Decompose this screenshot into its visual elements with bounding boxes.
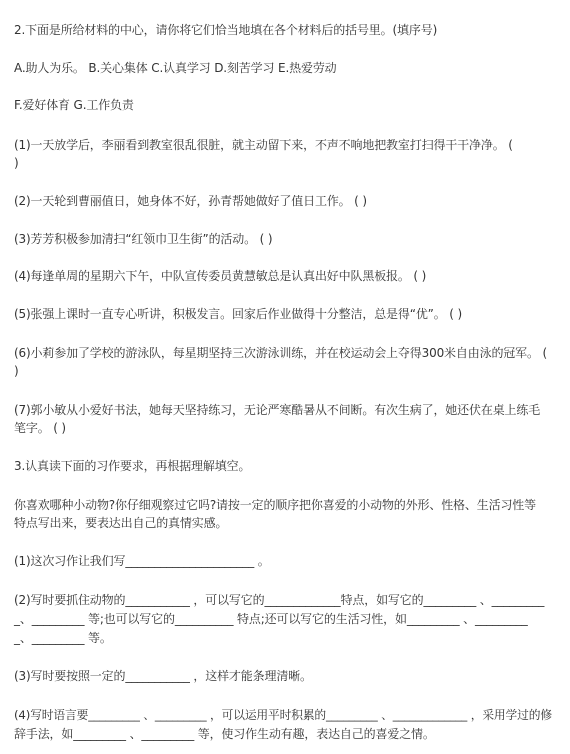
fill-question-3: (3)写时要按照一定的___________ ，这样才能条理清晰。 xyxy=(14,669,312,683)
fill-question-2-line3: _、_________ 等。 xyxy=(14,631,112,645)
fill-question-4-line2: 辞手法，如_________ 、_________ 等，使习作生动有趣，表达自己的喜爱之情。 xyxy=(14,727,435,741)
question-7-line2: 笔字。 ( ) xyxy=(14,421,66,435)
section3-title: 3.认真读下面的习作要求，再根据理解填空。 xyxy=(14,459,251,473)
question-6-line1: (6)小莉参加了学校的游泳队，每星期坚持三次游泳训练，并在校运动会上夺得300米自由泳的冠军。 ( xyxy=(14,346,548,360)
section3-prompt-line1: 你喜欢哪种小动物?你仔细观察过它吗?请按一定的顺序把你喜爱的小动物的外形、性格、生活习性等 xyxy=(14,498,536,512)
question-4: (4)每逢单周的星期六下午，中队宣传委员黄慧敏总是认真出好中队黑板报。 ( ) xyxy=(14,269,427,283)
section2-title: 2.下面是所给材料的中心，请你将它们恰当地填在各个材料后的括号里。(填序号) xyxy=(14,23,438,37)
section2-options-row2: F.爱好体育 G.工作负责 xyxy=(14,98,134,112)
fill-question-1: (1)这次习作让我们写______________________ 。 xyxy=(14,554,270,568)
question-5: (5)张强上课时一直专心听讲，积极发言。回家后作业做得十分整洁，总是得“优”。 ( ) xyxy=(14,307,462,321)
question-7-line1: (7)郭小敏从小爱好书法，她每天坚持练习，无论严寒酷暑从不间断。有次生病了，她还伏在桌上练毛 xyxy=(14,403,541,417)
question-6-line2: ) xyxy=(14,364,19,378)
section3-prompt-line2: 特点写出来，要表达出自己的真情实感。 xyxy=(14,516,228,530)
fill-question-2-line2: _、_________ 等;也可以写它的__________ 特点;还可以写它的生活习性，如_________ 、_________ xyxy=(14,612,528,626)
question-3: (3)芳芳积极参加清扫“红领巾卫生街”的活动。 ( ) xyxy=(14,232,273,246)
fill-question-4-line1: (4)写时语言要_________ 、_________ ，可以运用平时积累的_________ 、_____________ ，采用学过的修 xyxy=(14,708,552,722)
question-1-line1: (1)一天放学后，李丽看到教室很乱很脏，就主动留下来，不声不响地把教室打扫得干干净净。 ( xyxy=(14,138,513,152)
question-2: (2)一天轮到曹丽值日，她身体不好，孙青帮她做好了值日工作。 ( ) xyxy=(14,194,367,208)
section2-options-row1: A.助人为乐。 B.关心集体 C.认真学习 D.刻苦学习 E.热爱劳动 xyxy=(14,61,337,75)
question-1-line2: ) xyxy=(14,156,19,170)
fill-question-2-line1: (2)写时要抓住动物的___________ ，可以写它的_____________特点，如写它的_________ 、_________ xyxy=(14,593,545,607)
